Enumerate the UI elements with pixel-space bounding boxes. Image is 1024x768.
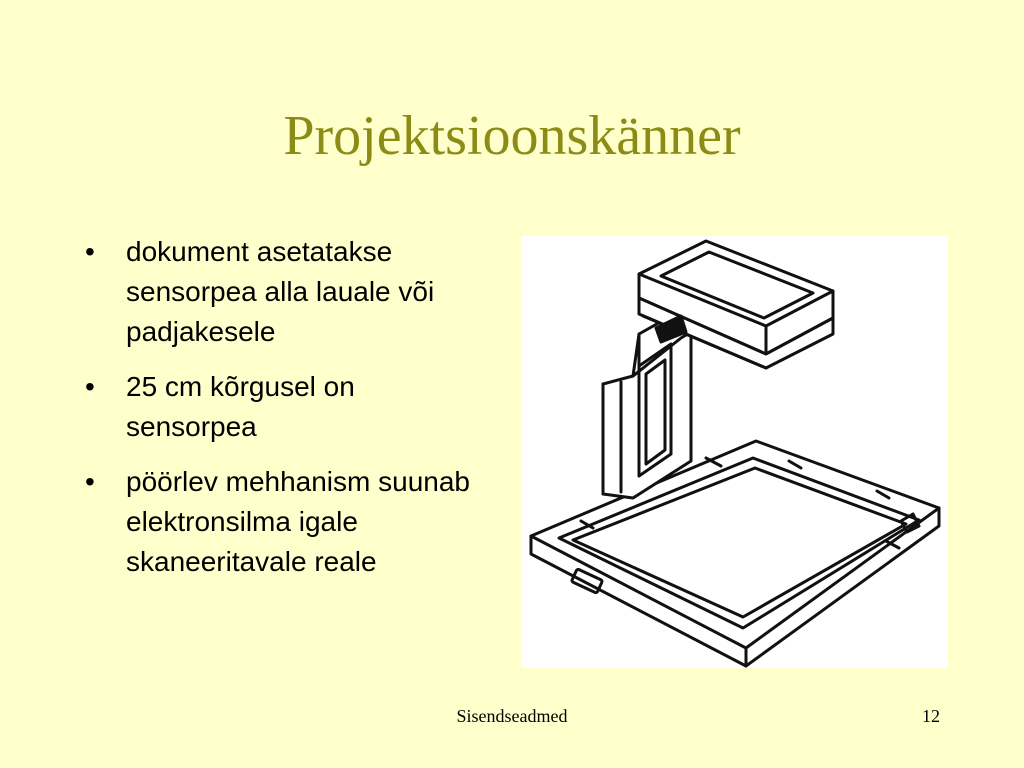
page-number: 12	[922, 706, 940, 726]
bullet-dot: •	[85, 371, 95, 402]
bullet-text: dokument asetatakse sensorpea alla lauale või padjakesele	[126, 236, 435, 347]
slide-title: Projektsioonskänner	[283, 105, 741, 167]
bullet-list	[85, 232, 485, 597]
bullet-dot: •	[85, 466, 95, 497]
bullet-item	[85, 367, 485, 447]
bullet-item	[85, 462, 485, 582]
overhead-scanner-icon	[521, 236, 948, 668]
bullet-dot: •	[85, 236, 95, 267]
bullet-item	[85, 232, 485, 352]
bullet-text: 25 cm kõrgusel on sensorpea	[126, 371, 355, 442]
bullet-text: pöörlev mehhanism suunab elektronsilma igale skaneeritavale reale	[126, 466, 470, 577]
scanner-figure	[521, 236, 948, 668]
footer-text: Sisendseadmed	[456, 706, 568, 726]
